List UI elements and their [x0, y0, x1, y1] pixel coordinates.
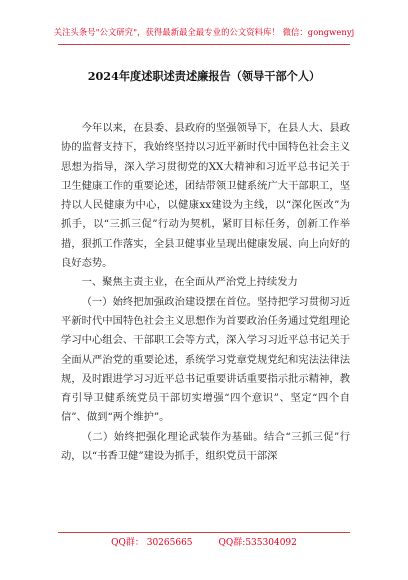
footer-contacts: [0, 535, 408, 548]
document-body: [61, 119, 350, 466]
section-heading: 一、聚焦主责主业，在全面从严治党上持续发力: [81, 276, 298, 289]
footer-qq-group-1: QQ群： 30265665: [111, 538, 193, 548]
header-note: 关注头条号"公文研究"，获得最新最全最专业的公文资料库！ 微信：gongwenyj: [53, 27, 355, 37]
paragraph-political-construction: （一）始终把加强政治建设摆在首位。坚持把学习贯彻习近平新时代中国特色社会主义思想作为首要政治任务通过党组理论学习中心组会、干部职工会等方式，深入学习习近平总书记关于全面从严治党的重要论述，系统学习党章党规党纪和宪法法律法规，及时跟进学习习近平总书记重要讲话重要指示批示精神，教育引导卫健系统党员干部切实增强“四个意识”、坚定“四个自信”、做到“两个维护”。: [61, 295, 350, 424]
header-divider: [58, 44, 350, 45]
footer-divider: [58, 532, 350, 533]
paragraph-intro: 今年以来，在县委、县政府的坚强领导下，在县人大、县政协的监督支持下，我始终坚持以习近平新时代中国特色社会主义思想为指导，深入学习贯彻党的XX大精神和习近平总书记关于卫生健康工作的重要论述，团结带领卫健系统广大干部职工，坚持以人民健康为中心，以健康xx建设为主线，以“深化医改”为抓手，以“三抓三促”行动为契机，紧盯目标任务，创新工作举措，狠抓工作落实，全县卫健事业呈现出健康发展、向上向好的良好态势。: [61, 122, 350, 270]
document-title: 2024年度述职述责述廉报告（领导干部个人）: [87, 69, 321, 83]
paragraph-theory-study: （二）始终把强化理论武装作为基础。结合“三抓三促”行动，以“书香卫健”建设为抓手，组织党员干部深: [61, 430, 350, 463]
footer-qq-group-2: QQ群:535304092: [218, 538, 297, 548]
